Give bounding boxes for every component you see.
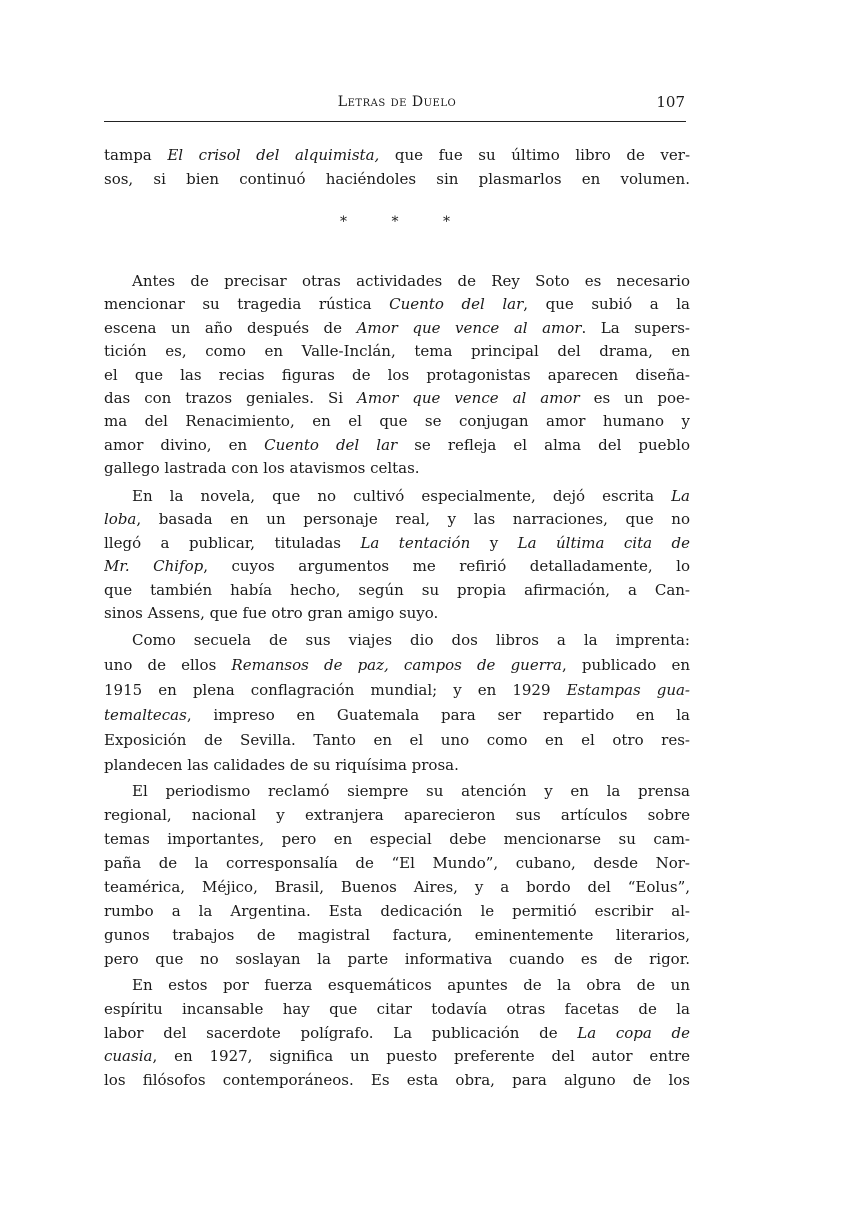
paragraph <box>104 485 690 625</box>
text-line <box>104 998 690 1022</box>
text-line <box>104 628 690 653</box>
text-line <box>104 555 690 578</box>
text-segment: . La supers- <box>581 318 690 337</box>
text-segment: Exposición de Sevilla. Tanto en el uno como en el otro res- <box>104 731 690 749</box>
text-segment: , basada en un personaje real, y las narraciones, que no <box>136 510 690 529</box>
text-line <box>104 678 690 703</box>
text-segment: gunos trabajos de magistral factura, eminentemente literarios, <box>104 926 690 944</box>
text-segment: el que las recias figuras de los protagonistas aparecen diseña- <box>104 365 690 384</box>
paragraph <box>104 779 690 971</box>
text-segment: que también había hecho, según su propia afirmación, a Can- <box>104 580 690 599</box>
text-line <box>104 899 690 923</box>
text-line <box>104 703 690 728</box>
text-segment: escena un año después de <box>104 318 357 337</box>
text-segment: Como secuela de sus viajes dio dos libros a la imprenta: <box>132 631 690 649</box>
text-segment: En estos por fuerza esquemáticos apuntes de la obra de un <box>132 976 690 994</box>
text-line <box>104 317 690 340</box>
text-line <box>104 875 690 899</box>
text-segment: , en 1927, significa un puesto preferente del autor entre <box>152 1047 690 1066</box>
text-line <box>104 457 690 480</box>
text-line <box>104 410 690 433</box>
italic-title: Amor que vence al amor <box>357 388 580 407</box>
text-segment: y <box>470 533 518 552</box>
text-line <box>104 947 690 971</box>
italic-title: Amor que vence al amor <box>356 318 582 337</box>
text-segment: uno de ellos <box>104 656 232 674</box>
text-segment: es un poe- <box>579 388 690 407</box>
text-segment: das con trazos geniales. Si <box>104 388 357 407</box>
text-line <box>104 434 690 457</box>
italic-title: Cuento del lar <box>264 435 398 454</box>
text-segment: labor del sacerdote polígrafo. La publicación de <box>104 1023 578 1042</box>
separator-star: * <box>340 214 347 230</box>
text-segment: En la novela, que no cultivó especialmente, dejó escrita <box>132 487 672 505</box>
text-segment: amor divino, en <box>104 435 265 454</box>
italic-title: loba <box>104 510 137 529</box>
text-segment: teamérica, Méjico, Brasil, Buenos Aires, y a bordo del “Eolus”, <box>104 878 690 896</box>
text-segment: sos, si bien continuó haciéndoles sin plasmarlos en volumen. <box>104 170 690 188</box>
text-line <box>104 532 690 555</box>
text-segment: , publicado en <box>562 656 690 674</box>
text-segment: paña de la corresponsalía de “El Mundo”, cubano, desde Nor- <box>104 854 690 872</box>
italic-title: Cuento del lar <box>389 295 524 314</box>
paragraph <box>104 974 690 1093</box>
text-segment: espíritu incansable hay que citar todavía otras facetas de la <box>104 999 690 1018</box>
text-segment: ma del Renacimiento, en el que se conjugan amor humano y <box>104 412 690 431</box>
text-segment: , impreso en Guatemala para ser repartido en la <box>186 706 690 724</box>
text-line <box>104 851 690 875</box>
section-separator <box>340 214 450 230</box>
italic-title: temaltecas <box>104 706 187 724</box>
text-segment: regional, nacional y extranjera aparecieron sus artículos sobre <box>104 806 690 824</box>
paragraph <box>104 628 690 778</box>
text-segment: llegó a publicar, tituladas <box>104 533 361 552</box>
italic-title: La copa de <box>577 1023 690 1042</box>
text-segment: plandecen las calidades de su riquísima prosa. <box>104 756 459 774</box>
text-segment: rumbo a la Argentina. Esta dedicación le permitió escribir al- <box>104 902 690 920</box>
paragraph <box>104 270 690 481</box>
page-number: 107 <box>656 93 685 111</box>
text-segment: , que subió a la <box>523 295 690 314</box>
separator-star: * <box>443 214 450 230</box>
text-line <box>104 167 690 191</box>
text-line <box>104 143 690 167</box>
text-segment: que fue su último libro de ver- <box>379 146 690 164</box>
text-line <box>104 270 690 293</box>
italic-title: Remansos de paz, campos de guerra <box>231 656 562 674</box>
text-line <box>104 485 690 508</box>
text-line <box>104 508 690 531</box>
text-segment: los filósofos contemporáneos. Es esta obra, para alguno de los <box>104 1071 690 1090</box>
text-line <box>104 602 690 625</box>
text-segment: temas importantes, pero en especial debe mencionarse su cam- <box>104 830 690 848</box>
text-line <box>104 779 690 803</box>
text-line <box>104 340 690 363</box>
italic-title: La tentación <box>360 533 471 552</box>
text-line <box>104 364 690 387</box>
italic-title: cuasia <box>104 1047 153 1066</box>
italic-title: Estampas gua- <box>566 681 690 699</box>
text-segment: Antes de precisar otras actividades de Rey Soto es necesario <box>132 272 690 290</box>
text-segment: tición es, como en Valle-Inclán, tema principal del drama, en <box>104 342 690 361</box>
text-line <box>104 827 690 851</box>
separator-star: * <box>391 214 399 230</box>
text-line <box>104 1069 690 1093</box>
text-line <box>104 753 690 778</box>
text-line <box>104 387 690 410</box>
text-segment: gallego lastrada con los atavismos celtas. <box>104 459 420 478</box>
text-segment: pero que no soslayan la parte informativa cuando es de rigor. <box>104 950 690 968</box>
paragraph-continuation <box>104 143 690 191</box>
italic-title: La <box>671 487 690 505</box>
text-line <box>104 974 690 998</box>
text-line <box>104 653 690 678</box>
italic-title: La última cita de <box>517 533 690 552</box>
text-line <box>104 728 690 753</box>
text-line <box>104 923 690 947</box>
text-segment: mencionar su tragedia rústica <box>104 295 390 314</box>
text-line <box>104 1045 690 1069</box>
running-title: Letras de Duelo <box>337 94 457 110</box>
text-segment: sinos Assens, que fue otro gran amigo suyo. <box>104 603 439 622</box>
italic-title: El crisol del alquimista, <box>167 146 380 164</box>
italic-title: Mr. Chifop <box>104 557 204 576</box>
text-line <box>104 293 690 316</box>
text-segment: El periodismo reclamó siempre su atención y en la prensa <box>132 782 690 800</box>
header-rule <box>104 121 686 122</box>
text-line <box>104 803 690 827</box>
text-segment: , cuyos argumentos me refirió detalladamente, lo <box>203 557 690 576</box>
text-line <box>104 1022 690 1046</box>
text-segment: se refleja el alma del pueblo <box>397 435 690 454</box>
text-segment: tampa <box>104 146 168 164</box>
text-segment: 1915 en plena conflagración mundial; y en 1929 <box>104 681 567 699</box>
text-line <box>104 579 690 602</box>
